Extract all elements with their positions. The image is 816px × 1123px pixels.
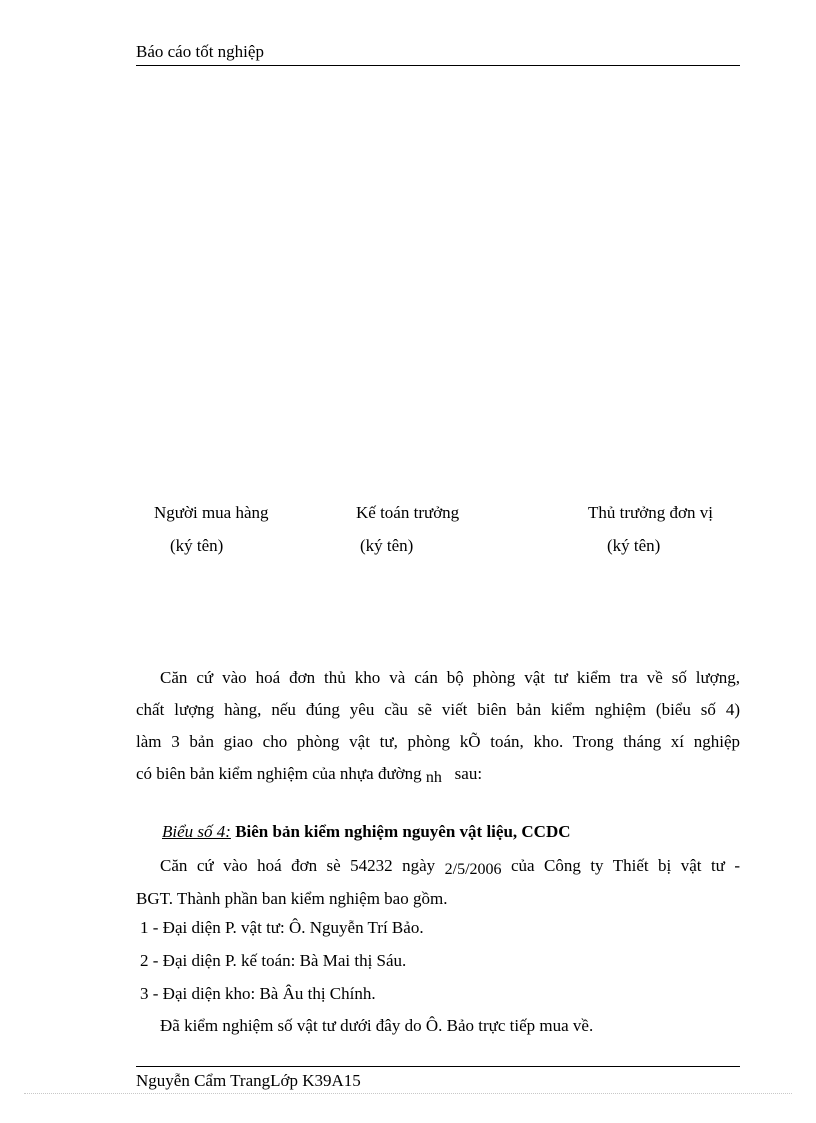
bieu-title: Biên bản kiểm nghiệm nguyên vật liệu, CCDC [235, 822, 571, 841]
signature-unit-head-note: (ký tên) [607, 536, 661, 555]
inspection-line-2: BGT. Thành phần ban kiểm nghiệm bao gồm. [136, 889, 448, 908]
signature-chief-accountant-role: Kế toán trưởng [356, 503, 460, 522]
intro-line-4 [136, 758, 740, 791]
signature-buyer-note: (ký tên) [170, 536, 224, 555]
page-footer-text: Nguyễn Cẩm TrangLớp K39A15 [136, 1071, 361, 1090]
signature-unit-head-role: Thủ trưởng đơn vị [588, 503, 713, 522]
footer-rule [136, 1066, 740, 1067]
closing-line: Đã kiểm nghiệm số vật tư dưới đây do Ô. Bảo trực tiếp mua về. [160, 1016, 594, 1035]
page-header-title: Báo cáo tốt nghiệp [136, 42, 264, 61]
inspection-line-1 [136, 850, 740, 883]
intro-line-1: Căn cứ vào hoá đơn thủ kho và cán bộ phòng vật tư kiểm tra về số lượng, [160, 668, 740, 687]
member-item-1: 1 - Đại diện P. vật tư: Ô. Nguyễn Trí Bảo. [140, 918, 424, 937]
member-item-3: 3 - Đại diện kho: Bà Âu thị Chính. [140, 984, 376, 1003]
inspection-line-1-end: của Công ty Thiết bị vật tư - [510, 856, 741, 875]
page-edge-dotted-line [24, 1093, 792, 1094]
member-item-2: 2 - Đại diện P. kế toán: Bà Mai thị Sáu. [140, 951, 407, 970]
bieu-label: Biểu số 4: [162, 822, 231, 841]
header-rule [136, 65, 740, 66]
invoice-date: 2/5/2006 [444, 861, 502, 878]
inspection-paragraph [136, 850, 740, 915]
signature-buyer-role: Người mua hàng [154, 503, 269, 522]
intro-line-4-fragment: nh [425, 769, 442, 786]
intro-line-2: chất lượng hàng, nếu đúng yêu cầu sẽ viết biên bản kiểm nghiệm (biểu số 4) [136, 700, 740, 719]
inspection-line-1-text: Căn cứ vào hoá đơn sè 54232 ngày [160, 856, 436, 875]
intro-line-4-end: sau: [454, 764, 483, 783]
signature-chief-accountant-note: (ký tên) [360, 536, 414, 555]
bieu-heading [162, 822, 571, 842]
intro-line-4-text: có biên bản kiểm nghiệm của nhựa đường [136, 764, 422, 783]
intro-paragraph [136, 662, 740, 791]
intro-line-3: làm 3 bản giao cho phòng vật tư, phòng kÕ toán, kho. Trong tháng xí nghiệp [136, 732, 740, 751]
